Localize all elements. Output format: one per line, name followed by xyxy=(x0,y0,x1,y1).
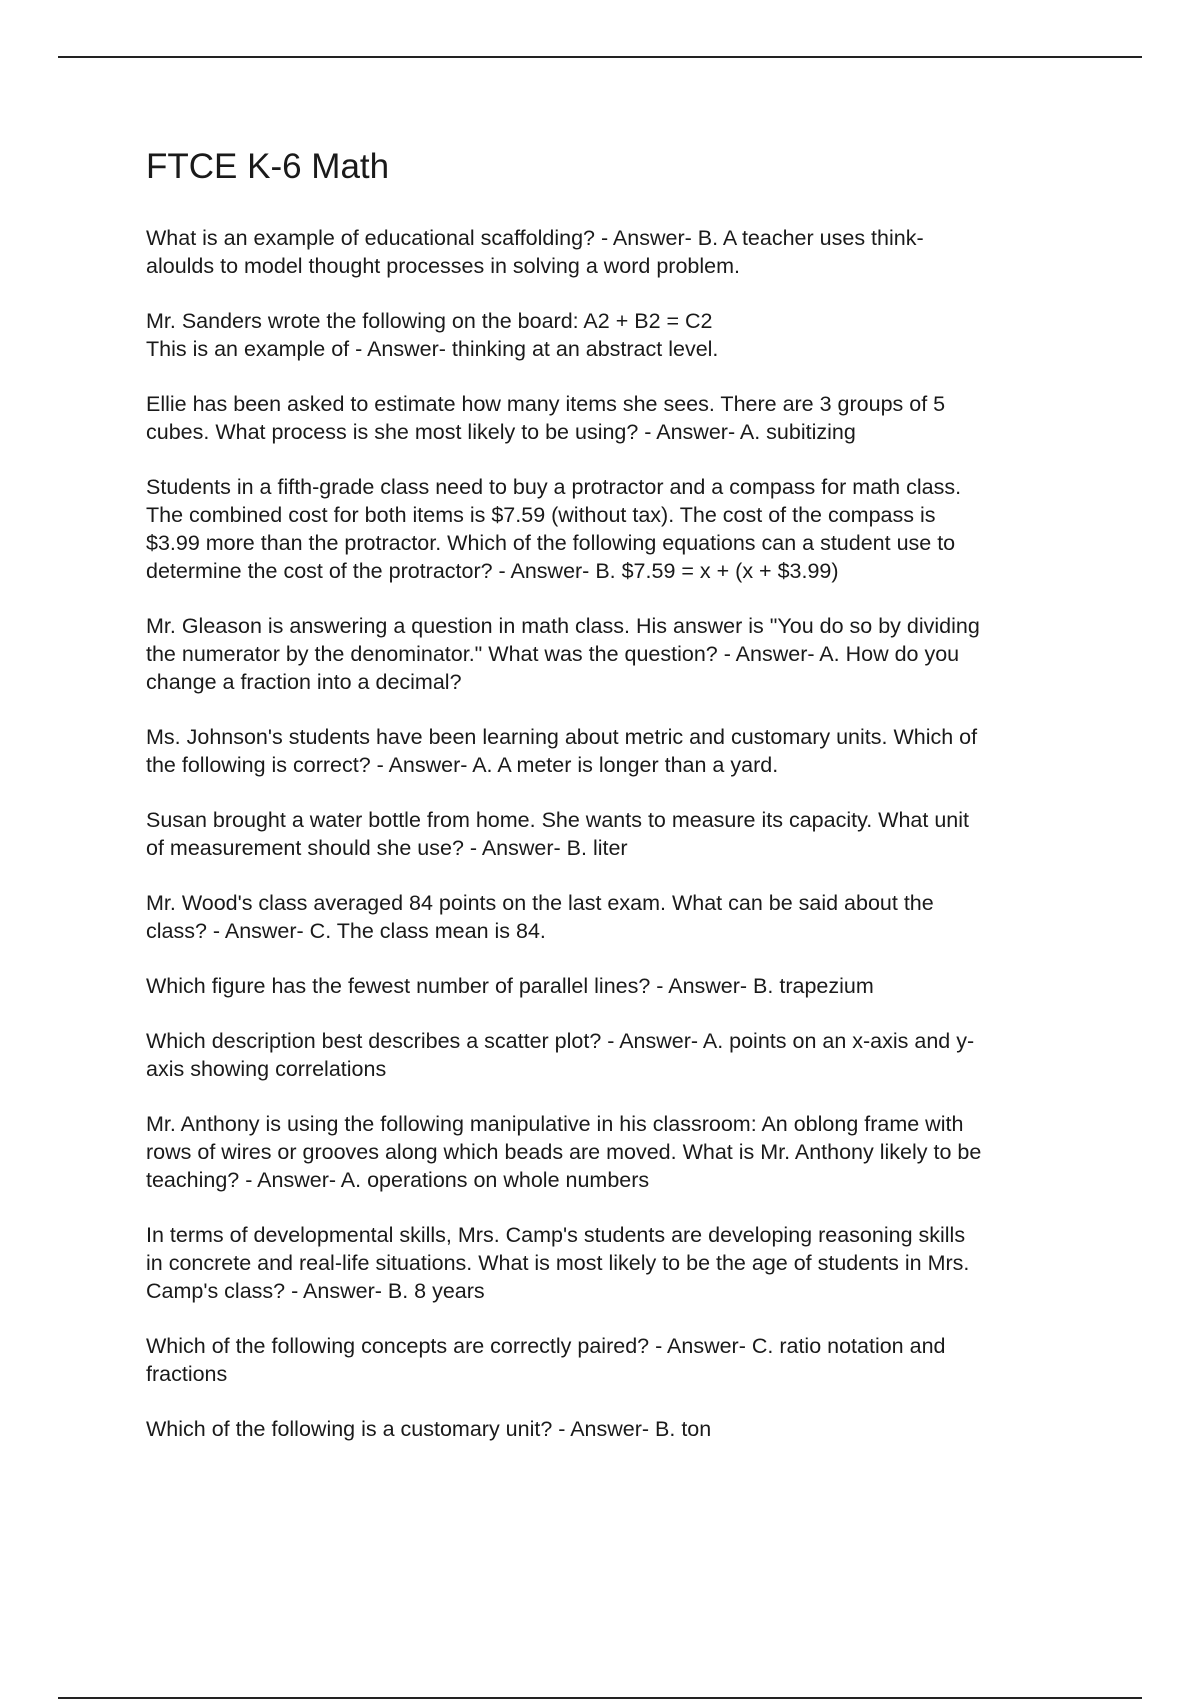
qa-item: In terms of developmental skills, Mrs. Camp's students are developing reasoning skills in concrete and real-life situations. What is most likely to be the age of students in Mrs. Camp's class? - Answer- B. 8 years xyxy=(146,1223,970,1303)
qa-item: Which figure has the fewest number of parallel lines? - Answer- B. trapezium xyxy=(146,974,874,998)
qa-item: Ellie has been asked to estimate how many items she sees. There are 3 groups of 5 cubes. What process is she most likely to be using? - Answer- A. subitizing xyxy=(146,392,946,444)
qa-item: Which description best describes a scatter plot? - Answer- A. points on an x-axis and y- axis showing correlations xyxy=(146,1029,975,1081)
document-title: FTCE K-6 Math xyxy=(146,147,390,186)
qa-item: Mr. Gleason is answering a question in math class. His answer is "You do so by dividing the numerator by the denominator." What was the question? - Answer- A. How do you change a fraction into a decimal? xyxy=(146,614,980,694)
qa-item: Which of the following is a customary unit? - Answer- B. ton xyxy=(146,1417,712,1441)
qa-item: Susan brought a water bottle from home. She wants to measure its capacity. What unit of measurement should she use? - Answer- B. liter xyxy=(146,808,969,860)
qa-item: Which of the following concepts are correctly paired? - Answer- C. ratio notation and fractions xyxy=(146,1334,946,1386)
qa-item: Mr. Wood's class averaged 84 points on the last exam. What can be said about the class? - Answer- C. The class mean is 84. xyxy=(146,891,934,943)
bottom-divider xyxy=(58,1697,1142,1699)
document-body xyxy=(146,140,1096,1470)
qa-item: What is an example of educational scaffolding? - Answer- B. A teacher uses think- aloulds to model thought processes in solving a word problem. xyxy=(146,226,924,278)
qa-item: Students in a fifth-grade class need to buy a protractor and a compass for math class. The combined cost for both items is $7.59 (without tax). The cost of the compass is $3.99 more than the protractor. Which of the following equations can a student use to determine the cost of the protractor? - Answer- B. $7.59 = x + (x + $3.99) xyxy=(146,475,962,583)
qa-item: Mr. Anthony is using the following manipulative in his classroom: An oblong frame with rows of wires or grooves along which beads are moved. What is Mr. Anthony likely to be teaching? - Answer- A. operations on whole numbers xyxy=(146,1112,982,1192)
question-answer-list xyxy=(146,224,1096,1443)
top-divider xyxy=(58,56,1142,58)
qa-item: Mr. Sanders wrote the following on the board: A2 + B2 = C2 This is an example of - Answer- thinking at an abstract level. xyxy=(146,309,719,361)
qa-item: Ms. Johnson's students have been learning about metric and customary units. Which of the following is correct? - Answer- A. A meter is longer than a yard. xyxy=(146,725,978,777)
